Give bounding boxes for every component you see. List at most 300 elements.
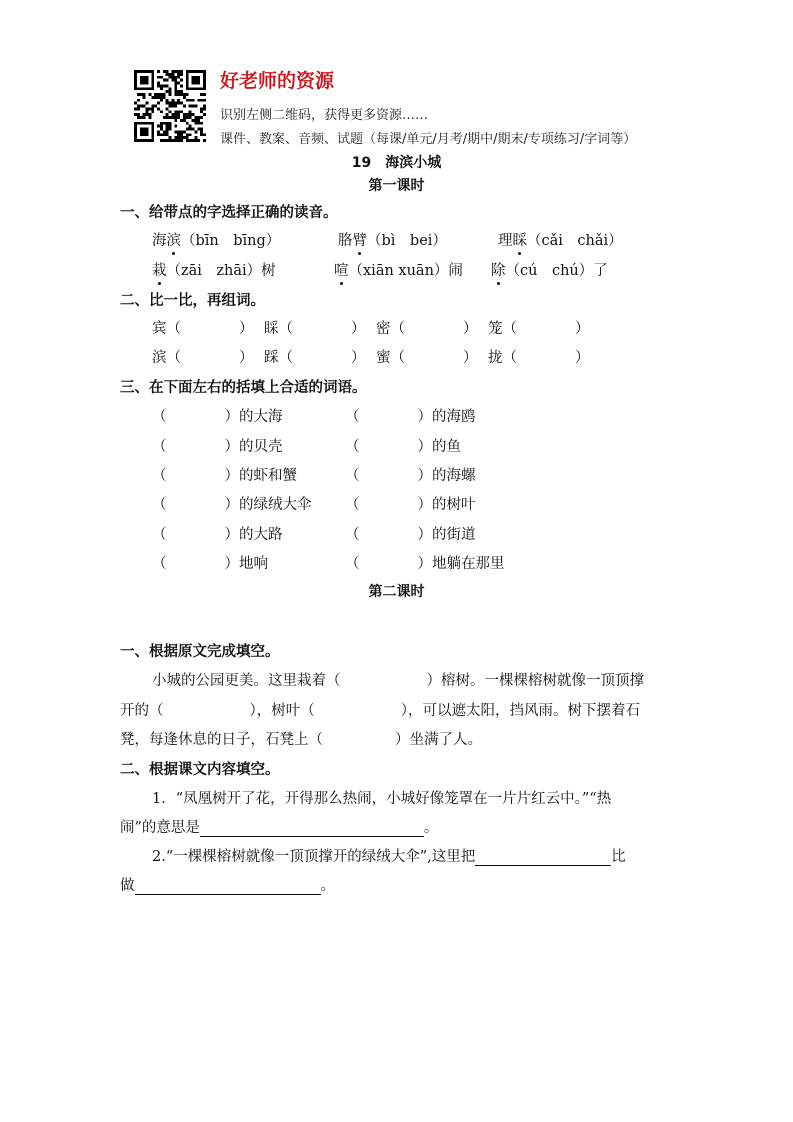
qr-module xyxy=(134,102,137,105)
qr-module xyxy=(192,82,195,85)
qr-module xyxy=(140,70,143,73)
question-1-line-2: 闹”的意思是 。 xyxy=(120,820,439,836)
pinyin-item: 海滨（bīn bīng） xyxy=(152,229,280,250)
qr-module xyxy=(157,133,160,136)
qr-module xyxy=(171,79,174,82)
qr-module xyxy=(174,130,177,133)
compare-item: 密（ ） xyxy=(376,321,478,337)
qr-module xyxy=(148,116,151,119)
qr-module xyxy=(171,73,174,76)
qr-module xyxy=(143,128,146,131)
qr-module xyxy=(143,93,146,96)
qr-module xyxy=(197,122,200,125)
qr-module xyxy=(194,76,197,79)
qr-module xyxy=(183,130,186,133)
qr-module xyxy=(154,93,157,96)
qr-module xyxy=(146,102,149,105)
compare-item: 宾（ ） xyxy=(152,321,254,337)
qr-module xyxy=(134,73,137,76)
qr-module xyxy=(134,79,137,82)
qr-module xyxy=(189,113,192,116)
qr-module xyxy=(197,82,200,85)
qr-module xyxy=(140,79,143,82)
qr-module xyxy=(148,113,151,116)
qr-module xyxy=(189,128,192,131)
brand-line-1: 识别左侧二维码，获得更多资源…… xyxy=(220,108,429,123)
qr-module xyxy=(192,70,195,73)
qr-module xyxy=(143,87,146,90)
qr-module xyxy=(160,96,163,99)
qr-module xyxy=(137,139,140,142)
qr-module xyxy=(151,122,154,125)
qr-module xyxy=(166,133,169,136)
qr-module xyxy=(203,105,206,108)
qr-module xyxy=(157,93,160,96)
qr-module xyxy=(177,133,180,136)
qr-module xyxy=(197,116,200,119)
qr-module xyxy=(171,116,174,119)
qr-module xyxy=(166,128,169,131)
qr-module xyxy=(151,105,154,108)
qr-module xyxy=(200,93,203,96)
qr-module xyxy=(169,116,172,119)
phrase-item: （ ）的树叶 xyxy=(345,497,476,513)
qr-module xyxy=(200,110,203,113)
qr-module xyxy=(169,87,172,90)
pinyin-item: 胳臂（bì bei） xyxy=(338,229,447,250)
qr-module xyxy=(146,139,149,142)
qr-module xyxy=(148,107,151,110)
qr-module xyxy=(171,102,174,105)
qr-module xyxy=(192,105,195,108)
qr-module xyxy=(186,99,189,102)
qr-module xyxy=(189,87,192,90)
qr-module xyxy=(143,116,146,119)
qr-module xyxy=(169,128,172,131)
qr-module xyxy=(180,119,183,122)
qr-module xyxy=(169,102,172,105)
qr-module xyxy=(186,79,189,82)
qr-module xyxy=(183,113,186,116)
qr-module xyxy=(151,70,154,73)
qr-module xyxy=(174,76,177,79)
lesson-title: 19 海滨小城 xyxy=(351,155,442,171)
qr-module xyxy=(160,76,163,79)
qr-module xyxy=(180,90,183,93)
qr-module xyxy=(143,82,146,85)
qr-module xyxy=(151,130,154,133)
qr-module xyxy=(180,93,183,96)
qr-module xyxy=(151,136,154,139)
qr-module xyxy=(157,102,160,105)
qr-module xyxy=(180,102,183,105)
qr-module xyxy=(148,87,151,90)
qr-module xyxy=(189,125,192,128)
qr-module xyxy=(163,84,166,87)
qr-module xyxy=(134,128,137,131)
qr-module xyxy=(186,139,189,142)
qr-module xyxy=(197,76,200,79)
qr-module xyxy=(174,116,177,119)
phrase-item: （ ）的街道 xyxy=(345,527,476,543)
qr-module xyxy=(200,87,203,90)
qr-module xyxy=(189,70,192,73)
qr-module xyxy=(192,139,195,142)
qr-module xyxy=(177,110,180,113)
qr-module xyxy=(151,79,154,82)
qr-module xyxy=(177,82,180,85)
qr-module xyxy=(177,136,180,139)
qr-module xyxy=(157,70,160,73)
qr-module xyxy=(160,139,163,142)
qr-module xyxy=(189,105,192,108)
qr-module xyxy=(174,87,177,90)
qr-module xyxy=(160,93,163,96)
lesson2-title: 第二课时 xyxy=(368,584,425,600)
qr-module xyxy=(183,105,186,108)
qr-module xyxy=(157,96,160,99)
qr-module xyxy=(203,93,206,96)
question-2-line-1: 2.“一棵棵榕树就像一顶顶撑开的绿绒大伞”,这里把 比 xyxy=(152,849,626,865)
qr-module xyxy=(163,96,166,99)
qr-module xyxy=(140,93,143,96)
qr-module xyxy=(146,107,149,110)
qr-module xyxy=(180,110,183,113)
qr-module xyxy=(137,116,140,119)
qr-module xyxy=(151,128,154,131)
qr-module xyxy=(137,70,140,73)
qr-module xyxy=(180,136,183,139)
qr-module xyxy=(203,70,206,73)
qr-module xyxy=(140,130,143,133)
qr-module xyxy=(194,119,197,122)
qr-module xyxy=(174,125,177,128)
compare-item: 笼（ ） xyxy=(488,321,590,337)
qr-module xyxy=(166,70,169,73)
qr-module xyxy=(174,90,177,93)
qr-module xyxy=(200,107,203,110)
qr-module xyxy=(148,139,151,142)
phrase-item: （ ）地响 xyxy=(152,556,268,572)
qr-module xyxy=(189,133,192,136)
qr-module xyxy=(143,105,146,108)
qr-module xyxy=(134,107,137,110)
qr-module xyxy=(169,105,172,108)
qr-module xyxy=(146,87,149,90)
qr-module xyxy=(163,130,166,133)
qr-module xyxy=(186,87,189,90)
qr-module xyxy=(160,125,163,128)
pinyin-item: 除（cú chú）了 xyxy=(491,259,608,280)
qr-module xyxy=(146,122,149,125)
fill-line: 开的（ ），树叶（ ），可以遮太阳，挡风雨。树下摆着石 xyxy=(120,703,640,719)
qr-module xyxy=(140,128,143,131)
qr-module xyxy=(194,70,197,73)
qr-module xyxy=(174,136,177,139)
pinyin-item: 栽（zāi zhāi）树 xyxy=(152,259,276,280)
qr-code xyxy=(134,70,206,142)
section1-heading: 一、给带点的字选择正确的读音。 xyxy=(120,205,338,221)
qr-module xyxy=(134,70,137,73)
qr-module xyxy=(166,122,169,125)
qr-module xyxy=(137,93,140,96)
qr-module xyxy=(154,105,157,108)
qr-module xyxy=(160,128,163,131)
qr-module xyxy=(197,79,200,82)
qr-module xyxy=(174,119,177,122)
qr-module xyxy=(140,139,143,142)
qr-module xyxy=(166,73,169,76)
qr-module xyxy=(140,76,143,79)
qr-module xyxy=(186,93,189,96)
qr-module xyxy=(177,76,180,79)
qr-module xyxy=(146,130,149,133)
qr-module xyxy=(163,139,166,142)
qr-module xyxy=(200,116,203,119)
qr-module xyxy=(203,107,206,110)
qr-module xyxy=(192,99,195,102)
qr-module xyxy=(203,99,206,102)
phrase-item: （ ）的海螺 xyxy=(345,468,476,484)
answer-blank[interactable] xyxy=(135,880,321,895)
qr-module xyxy=(177,73,180,76)
qr-module xyxy=(177,102,180,105)
qr-module xyxy=(169,90,172,93)
qr-module xyxy=(169,136,172,139)
qr-module xyxy=(157,76,160,79)
qr-module xyxy=(194,105,197,108)
qr-module xyxy=(134,122,137,125)
qr-module xyxy=(197,99,200,102)
qr-module xyxy=(200,122,203,125)
qr-module xyxy=(203,79,206,82)
qr-module xyxy=(154,96,157,99)
qr-module xyxy=(163,133,166,136)
qr-module xyxy=(146,133,149,136)
qr-module xyxy=(166,90,169,93)
qr-module xyxy=(137,87,140,90)
qr-module xyxy=(151,133,154,136)
qr-module xyxy=(186,122,189,125)
qr-module xyxy=(177,113,180,116)
qr-module xyxy=(160,122,163,125)
qr-module xyxy=(194,79,197,82)
question-1-line-1: 1．“凤凰树开了花，开得那么热闹，小城好像笼罩在一片片红云中。”“热 xyxy=(152,791,612,807)
qr-module xyxy=(151,125,154,128)
qr-module xyxy=(171,105,174,108)
part2-section2-heading: 二、根据课文内容填空。 xyxy=(120,762,280,778)
qr-module xyxy=(197,87,200,90)
qr-module xyxy=(160,99,163,102)
qr-module xyxy=(186,82,189,85)
qr-module xyxy=(186,113,189,116)
qr-module xyxy=(194,116,197,119)
qr-module xyxy=(186,73,189,76)
qr-module xyxy=(197,128,200,131)
qr-module xyxy=(169,76,172,79)
fill-line: 小城的公园更美。这里栽着（ ）榕树。一棵棵榕树就像一顶顶撑 xyxy=(152,673,644,689)
qr-module xyxy=(194,87,197,90)
qr-module xyxy=(151,87,154,90)
qr-module xyxy=(203,73,206,76)
qr-module xyxy=(146,113,149,116)
qr-module xyxy=(174,110,177,113)
qr-module xyxy=(166,125,169,128)
qr-module xyxy=(137,122,140,125)
qr-module xyxy=(134,84,137,87)
qr-module xyxy=(186,116,189,119)
qr-module xyxy=(177,93,180,96)
qr-module xyxy=(146,128,149,131)
qr-module xyxy=(134,87,137,90)
qr-module xyxy=(163,79,166,82)
qr-module xyxy=(174,113,177,116)
question-2-line-2: 做 。 xyxy=(120,878,335,894)
qr-module xyxy=(157,84,160,87)
qr-module xyxy=(203,87,206,90)
qr-module xyxy=(194,122,197,125)
qr-module xyxy=(134,133,137,136)
qr-module xyxy=(151,139,154,142)
qr-module xyxy=(177,130,180,133)
qr-module xyxy=(160,87,163,90)
qr-module xyxy=(137,107,140,110)
qr-module xyxy=(134,136,137,139)
qr-module xyxy=(194,130,197,133)
qr-module xyxy=(186,84,189,87)
qr-module xyxy=(143,122,146,125)
qr-module xyxy=(171,99,174,102)
qr-module xyxy=(180,133,183,136)
qr-module xyxy=(200,70,203,73)
qr-module xyxy=(166,102,169,105)
qr-module xyxy=(200,130,203,133)
qr-module xyxy=(186,133,189,136)
qr-module xyxy=(163,93,166,96)
qr-module xyxy=(200,128,203,131)
qr-module xyxy=(186,76,189,79)
qr-module xyxy=(174,102,177,105)
qr-module xyxy=(166,107,169,110)
qr-module xyxy=(180,84,183,87)
lesson1-title: 第一课时 xyxy=(368,178,425,194)
qr-module xyxy=(169,73,172,76)
qr-module xyxy=(166,139,169,142)
qr-module xyxy=(194,139,197,142)
qr-module xyxy=(192,76,195,79)
compare-item: 拢（ ） xyxy=(488,350,590,366)
qr-module xyxy=(197,139,200,142)
qr-module xyxy=(183,119,186,122)
qr-module xyxy=(157,130,160,133)
qr-module xyxy=(183,136,186,139)
qr-module xyxy=(166,116,169,119)
part2-section1-heading: 一、根据原文完成填空。 xyxy=(120,644,280,660)
qr-module xyxy=(143,139,146,142)
qr-module xyxy=(186,128,189,131)
brand-line-2: 课件、教案、音频、试题（每课/单元/月考/期中/期末/专项练习/字词等） xyxy=(220,132,637,147)
qr-module xyxy=(151,84,154,87)
qr-module xyxy=(174,82,177,85)
qr-module xyxy=(166,84,169,87)
qr-module xyxy=(143,96,146,99)
qr-module xyxy=(169,139,172,142)
qr-module xyxy=(203,139,206,142)
compare-item: 踩（ ） xyxy=(264,350,366,366)
qr-module xyxy=(148,122,151,125)
qr-module xyxy=(197,119,200,122)
qr-module xyxy=(174,79,177,82)
qr-module xyxy=(180,70,183,73)
qr-module xyxy=(192,87,195,90)
qr-module xyxy=(143,130,146,133)
qr-module xyxy=(163,70,166,73)
qr-module xyxy=(140,116,143,119)
qr-module xyxy=(157,107,160,110)
qr-module xyxy=(177,99,180,102)
qr-module xyxy=(169,125,172,128)
qr-module xyxy=(146,79,149,82)
qr-module xyxy=(203,82,206,85)
qr-module xyxy=(192,113,195,116)
qr-module xyxy=(151,107,154,110)
answer-blank[interactable] xyxy=(200,822,424,837)
qr-module xyxy=(160,84,163,87)
qr-module xyxy=(146,110,149,113)
qr-module xyxy=(171,76,174,79)
qr-module xyxy=(134,76,137,79)
qr-module xyxy=(203,133,206,136)
qr-module xyxy=(197,70,200,73)
qr-module xyxy=(151,73,154,76)
phrase-item: （ ）的绿绒大伞 xyxy=(152,497,312,513)
qr-module xyxy=(192,119,195,122)
qr-module xyxy=(203,76,206,79)
qr-module xyxy=(177,139,180,142)
qr-module xyxy=(146,82,149,85)
qr-module xyxy=(148,93,151,96)
qr-module xyxy=(180,130,183,133)
qr-module xyxy=(134,82,137,85)
phrase-item: （ ）地躺在那里 xyxy=(345,556,505,572)
qr-module xyxy=(192,128,195,131)
qr-module xyxy=(169,122,172,125)
qr-module xyxy=(140,105,143,108)
qr-module xyxy=(174,93,177,96)
pinyin-item: 喧（xiān xuān）闹 xyxy=(334,259,463,280)
qr-module xyxy=(192,79,195,82)
compare-item: 蜜（ ） xyxy=(376,350,478,366)
qr-module xyxy=(189,116,192,119)
pinyin-item: 理睬（cǎi chǎi） xyxy=(498,229,623,250)
compare-item: 滨（ ） xyxy=(152,350,254,366)
qr-module xyxy=(134,139,137,142)
qr-module xyxy=(157,125,160,128)
qr-module xyxy=(189,110,192,113)
qr-module xyxy=(146,70,149,73)
qr-module xyxy=(134,125,137,128)
qr-module xyxy=(151,110,154,113)
answer-blank[interactable] xyxy=(475,851,611,866)
qr-module xyxy=(200,133,203,136)
phrase-item: （ ）的鱼 xyxy=(345,439,461,455)
qr-module xyxy=(183,93,186,96)
qr-module xyxy=(186,136,189,139)
qr-module xyxy=(174,70,177,73)
qr-module xyxy=(160,133,163,136)
qr-module xyxy=(180,79,183,82)
qr-module xyxy=(163,116,166,119)
